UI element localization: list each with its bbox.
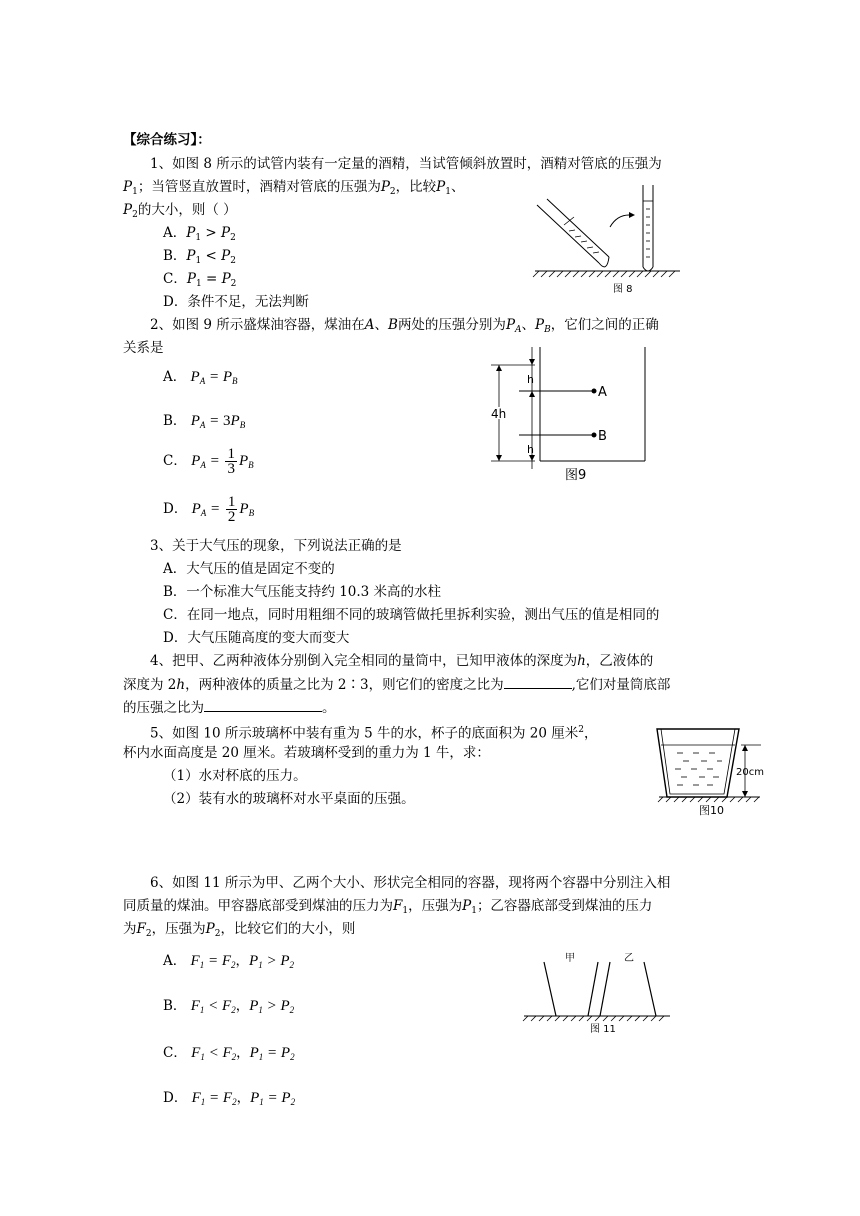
q1-line1: 1、如图 8 所示的试管内装有一定量的酒精，当试管倾斜放置时，酒精对管底的压强为	[150, 156, 662, 172]
q2-option-a: A． $P_A = P_B$	[163, 369, 238, 386]
q3-line1: 3、关于大气压的现象，下列说法正确的是	[150, 538, 402, 554]
q1-line3: $P_2$的大小，则（ ）	[123, 202, 237, 220]
q6-option-d: D． $F_1 = F_2$，$P_1 = P_2$	[163, 1090, 296, 1107]
q6-line3: 为$F_2$，压强为$P_2$，比较它们的大小，则	[123, 921, 356, 939]
figure-8-caption: 图 8	[613, 284, 633, 295]
q1-option-d: D．条件不足，无法判断	[163, 294, 309, 310]
q2-line1: 2、如图 9 所示盛煤油容器，煤油在A、B两处的压强分别为$P_A$、$P_B$，它们之间的正确	[150, 317, 659, 335]
q4-blank-pressure[interactable]	[204, 698, 322, 712]
section-title: 【综合练习】：	[123, 132, 211, 148]
figure-9-label-b: B	[598, 429, 607, 444]
q6-option-b: B． $F_1 < F_2$，$P_1 > P_2$	[163, 998, 295, 1015]
figure-10-caption: 图10	[699, 804, 724, 817]
q6-option-c: C． $F_1 < F_2$，$P_1 = P_2$	[163, 1045, 295, 1062]
q4-line2: 深度为 2h，两种液体的质量之比为 2∶3，则它们的密度之比为 ,它们对量筒底部	[123, 677, 671, 693]
figure-8	[525, 185, 685, 300]
figure-9-label-h-bottom: h	[527, 443, 534, 456]
figure-9-label-4h: 4h	[491, 407, 507, 421]
q2-option-d: D． $P_A$ = $\frac{1}{2}$ $P_B$	[163, 494, 255, 526]
q5-line2: 杯内水面高度是 20 厘米。若玻璃杯受到的重力为 1 牛，求：	[123, 745, 490, 761]
figure-10	[655, 725, 770, 820]
q3-option-d: D．大气压随高度的变大而变大	[163, 630, 350, 646]
figure-11-label-jia: 甲	[565, 953, 575, 964]
q1-line2: $P_1$；当管竖直放置时，酒精对管底的压强为$P_2$，比较$P_1$、	[123, 179, 465, 197]
figure-9	[485, 345, 655, 485]
q2-option-c: C． $P_A$ = $\frac{1}{3}$ $P_B$	[163, 446, 254, 478]
q1-option-a: A．$P_1 > P_2$	[163, 225, 236, 243]
q3-option-c: C．在同一地点，同时用粗细不同的玻璃管做托里拆利实验，测出气压的值是相同的	[163, 607, 660, 623]
q5-sub-2: （2）装有水的玻璃杯对水平桌面的压强。	[163, 791, 415, 807]
figure-9-label-a: A	[598, 385, 607, 400]
figure-10-dimension: 20cm	[736, 767, 764, 778]
figure-9-label-h-top: h	[527, 373, 534, 386]
q3-option-b: B．一个标准大气压能支持约 10.3 米高的水柱	[163, 584, 442, 600]
figure-11	[520, 948, 680, 1038]
q4-blank-density[interactable]	[504, 675, 572, 689]
q6-line2: 同质量的煤油。甲容器底部受到煤油的压力为$F_1$，压强为$P_1$；乙容器底部受到煤油的压力	[123, 898, 653, 916]
q5-line1: 5、如图 10 所示玻璃杯中装有重为 5 牛的水，杯子的底面积为 20 厘米$^2$，	[150, 725, 598, 742]
q2-line2: 关系是	[123, 340, 164, 356]
q3-option-a: A．大气压的值是固定不变的	[163, 561, 335, 577]
q6-option-a: A． $F_1 = F_2$，$P_1 > P_2$	[163, 953, 294, 970]
q5-sub-1: （1）水对杯底的压力。	[163, 768, 307, 784]
figure-9-caption: 图9	[565, 468, 587, 483]
q4-line1: 4、把甲、乙两种液体分别倒入完全相同的量筒中，已知甲液体的深度为h，乙液体的	[150, 653, 654, 669]
figure-11-label-yi: 乙	[624, 953, 634, 964]
q1-option-b: B．$P_1 < P_2$	[163, 248, 236, 266]
figure-11-caption: 图 11	[590, 1024, 616, 1035]
q4-line3: 的压强之比为 。	[123, 700, 336, 716]
q2-option-b: B． $P_A = 3P_B$	[163, 413, 246, 430]
q6-line1: 6、如图 11 所示为甲、乙两个大小、形状完全相同的容器，现将两个容器中分别注入相	[150, 875, 671, 891]
q1-option-c: C．$P_1 = P_2$	[163, 271, 237, 289]
